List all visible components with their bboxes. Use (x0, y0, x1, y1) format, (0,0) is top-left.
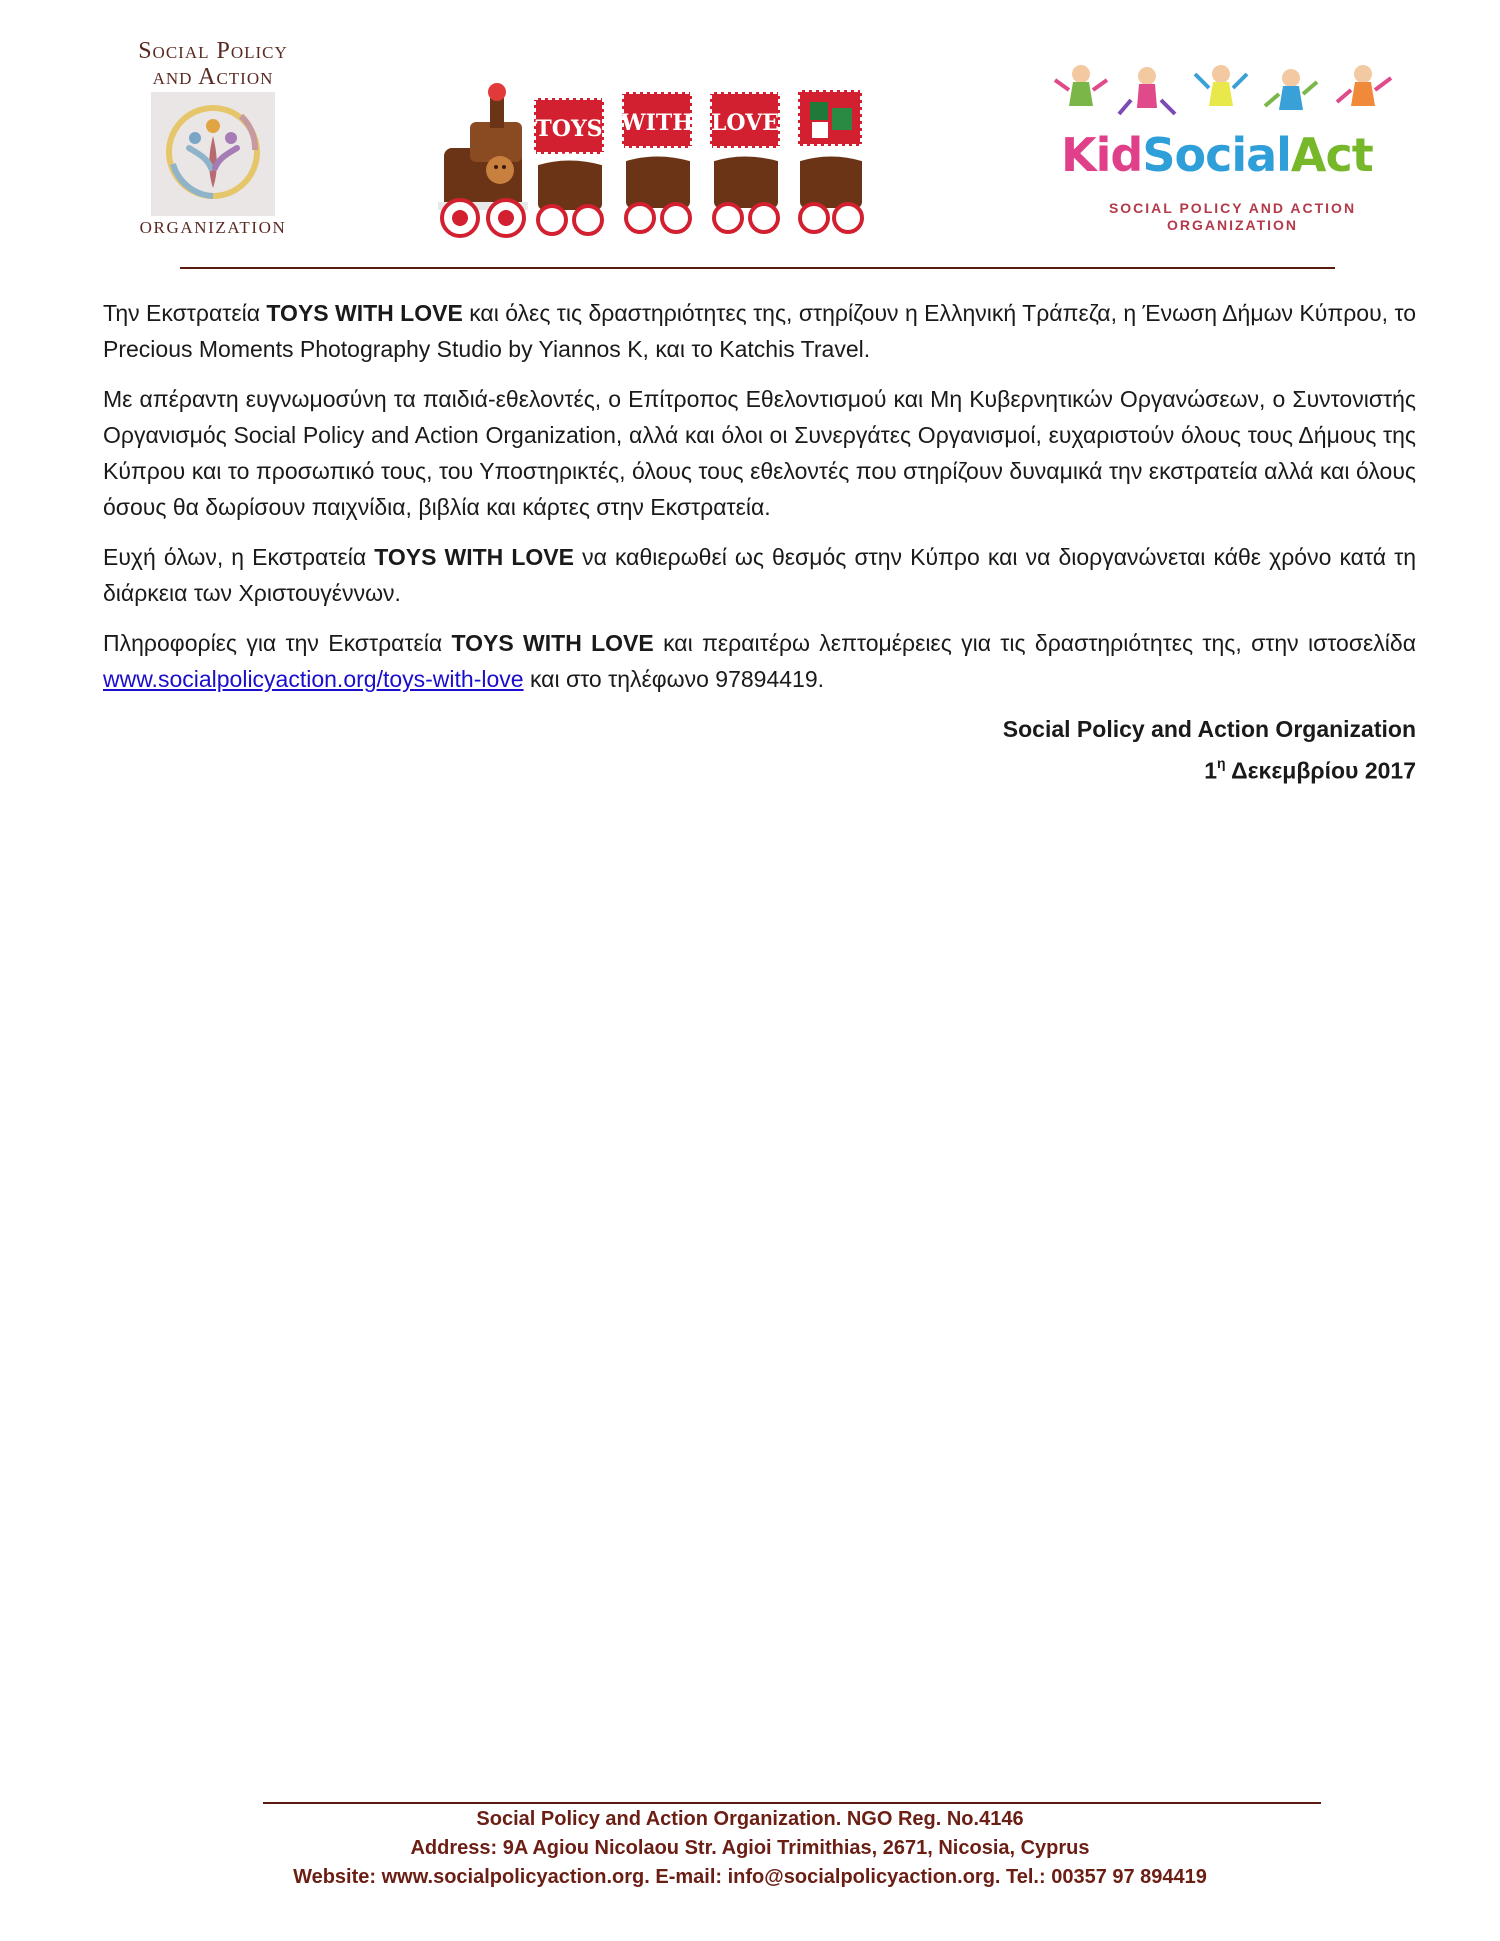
kidsocialact-subtitle (1045, 200, 1420, 234)
date-day: 1 (1204, 757, 1217, 784)
paragraph-wish (103, 539, 1416, 611)
paragraph-info (103, 625, 1416, 697)
social-policy-logo (118, 38, 308, 243)
footer-divider (263, 1802, 1321, 1804)
paragraph-sponsors (103, 295, 1416, 367)
footer-registration: Social Policy and Action Organization. NGO Reg. No.4146 (476, 1808, 1024, 1830)
date-day-suffix: η (1216, 755, 1226, 771)
text: Πληροφορίες για την Εκστρατεία (103, 630, 452, 656)
campaign-name: TOYS WITH LOVE (451, 630, 654, 656)
wordmark-social: Social (1142, 128, 1291, 182)
text: Την Εκστρατεία (103, 300, 267, 326)
campaign-name: TOYS WITH LOVE (374, 544, 574, 570)
signature-organization: Social Policy and Action Organization (1002, 716, 1416, 742)
text: και στο τηλέφωνο 97894419. (523, 666, 825, 692)
signature-date (103, 747, 1416, 789)
text: και περαιτέρω λεπτομέρειες για τις δραστηριότητες της, στην ιστοσελίδα (653, 630, 1416, 656)
text: Ευχή όλων, η Εκστρατεία (103, 544, 375, 570)
footer (0, 1805, 1500, 1892)
logo-line-3: ORGANIZATION (139, 218, 287, 237)
campaign-website-link[interactable]: www.socialpolicyaction.org/toys-with-love (103, 666, 524, 692)
paragraph-thanks: Με απέραντη ευγνωμοσύνη τα παιδιά-εθελοντές, ο Επίτροπος Εθελοντισμού και Μη Κυβερνητικών Οργανώσεων, ο Συντονιστής Οργανισμός Social Policy and Action Organization, αλλά και όλοι οι Συνεργάτες Οργανισμοί, ευχαριστούν όλους τους Δήμους της Κύπρου και το προσωπικό τους, του Υποστηρικτές, όλους τους εθελοντές που στηρίζουν δυναμικά την εκστρατεία αλλά και όλους όσους θα δωρίσουν παιχνίδια, βιβλία και κάρτες στην Εκστρατεία. (103, 386, 1416, 520)
campaign-name: TOYS WITH LOVE (266, 300, 463, 326)
subtitle-line-2: ORGANIZATION (1166, 217, 1299, 233)
people-emblem-icon (151, 92, 275, 216)
children-figures-icon (1045, 60, 1420, 130)
footer-contact: Website: www.socialpolicyaction.org. E-mail: info@socialpolicyaction.org. Tel.: 00357 97 894419 (293, 1866, 1207, 1888)
toys-with-love-train-logo (432, 78, 912, 248)
train-car-label-3: LOVE (710, 110, 780, 136)
logo-line-2: and Action (152, 64, 274, 90)
letterhead (0, 0, 1500, 265)
signature-block (103, 711, 1416, 789)
wordmark-kid: Kid (1061, 128, 1143, 182)
header-divider (180, 267, 1335, 269)
wordmark-act: Act (1290, 128, 1373, 182)
letter-body (103, 295, 1416, 789)
kidsocialact-logo (1045, 60, 1420, 235)
logo-line-1: Social Policy (138, 38, 288, 64)
text: να καθιερωθεί ως θεσμός στην Κύπρο και να διοργανώνεται κάθε χρόνο κατά τη διάρκεια των Χριστουγέννων. (103, 544, 1416, 606)
kidsocialact-wordmark (1061, 128, 1373, 182)
train-car-label-2: WITH (620, 110, 694, 136)
date-month-year: Δεκεμβρίου 2017 (1225, 757, 1416, 784)
subtitle-line-1: SOCIAL POLICY AND ACTION (1108, 200, 1357, 216)
train-car-label-1: TOYS (535, 116, 603, 142)
footer-address: Address: 9A Agiou Nicolaou Str. Agioi Trimithias, 2671, Nicosia, Cyprus (410, 1837, 1090, 1859)
text: και όλες τις δραστηριότητες της, στηρίζουν η Ελληνική Τράπεζα, η Ένωση Δήμων Κύπρου, το Precious Moments Photography Studio by Yiannos K, και το Katchis Travel. (103, 300, 1416, 362)
logo-title (118, 38, 308, 90)
